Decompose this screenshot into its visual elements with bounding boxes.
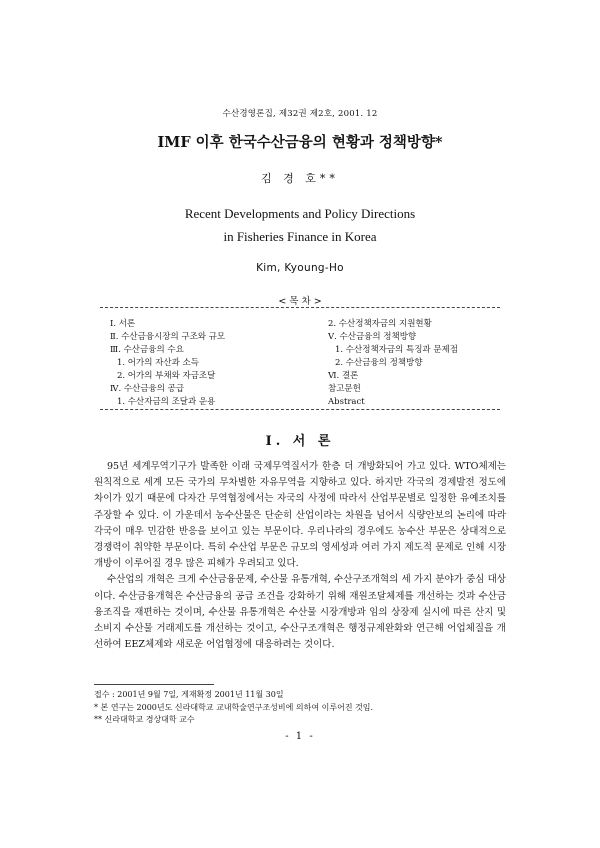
table-of-contents	[100, 307, 500, 410]
footnote-divider	[94, 684, 214, 685]
author-name-english: Kim, Kyoung-Ho	[256, 262, 344, 274]
paper-title-english-line2: in Fisheries Finance in Korea	[223, 229, 377, 244]
footnotes	[94, 689, 506, 727]
paragraph: 수산업의 개혁은 크게 수산금융문제, 수산물 유통개혁, 수산구조개혁의 세 가지 분야가 중심 대상이다. 수산금융개혁은 수산금융의 공급 조건을 강화하기 위해 재원조달체제를 개선하는 것과 수산금융조직을 재편하는 것이며, 수산물 유통개혁은 수산물 시장개방과 임의 상장제 실시에 따른 산지 및 소비지 수산물 거래제도를 개선하는 것이고, 수산구조개혁은 행정규제완화와 연근해 어업체질을 개선하여 EEZ체제와 새로운 어업협정에 대응하려는 것이다.	[94, 574, 506, 651]
toc-item: 1. 수산자금의 조달과 운용	[117, 397, 216, 407]
toc-item: Ⅳ. 수산금융의 공급	[110, 384, 185, 394]
toc-item: 참고문헌	[328, 384, 361, 394]
section-heading: Ⅰ. 서 론	[265, 434, 335, 449]
toc-right-column	[328, 318, 458, 409]
paper-title-korean: IMF 이후 한국수산금융의 현황과 정책방향*	[157, 134, 443, 151]
body-text	[94, 459, 506, 653]
toc-item: Ⅴ. 수산금융의 정책방향	[328, 332, 417, 342]
page-number: - 1 -	[285, 731, 315, 742]
footnote-affiliation: ** 신라대학교 경상대학 교수	[94, 715, 195, 724]
paper-title-english-line1: Recent Developments and Policy Directions	[184, 206, 416, 221]
toc-item: 2. 어가의 부채와 자금조달	[117, 371, 216, 381]
journal-header: 수산경영론집, 제32권 제2호, 2001. 12	[222, 109, 378, 119]
toc-item: Ⅰ. 서론	[110, 319, 136, 329]
toc-item: 2. 수산금융의 정책방향	[335, 358, 423, 368]
footnote-funding: * 본 연구는 2000년도 신라대학교 교내학술연구조성비에 의하여 이루어진 것임.	[94, 702, 374, 712]
toc-item: Ⅱ. 수산금융시장의 구조와 규모	[110, 332, 226, 342]
paper-title-english	[0, 202, 600, 248]
toc-heading-text: < 목 차 >	[274, 296, 325, 307]
toc-heading	[0, 293, 600, 307]
footnote-received: 접수 : 2001년 9월 7일, 게재확정 2001년 11월 30일	[94, 690, 284, 699]
toc-item: 1. 수산정책자금의 특징과 문제점	[335, 345, 458, 355]
toc-item: Abstract	[328, 397, 365, 407]
toc-left-column	[110, 318, 225, 409]
author-name-korean: 김 경 호**	[261, 172, 339, 185]
toc-item: Ⅲ. 수산금융의 수요	[110, 345, 184, 355]
toc-item: Ⅵ. 결론	[328, 371, 359, 381]
toc-item: 2. 수산정책자금의 지원현황	[328, 319, 432, 329]
paragraph: 95년 세계무역기구가 발족한 이래 국제무역질서가 한층 더 개방화되어 가고 있다. WTO체제는 원칙적으로 세계 모든 국가의 무차별한 자유무역을 지향하고 있다. 하지만 각국의 경제발전 정도에 차이가 있기 때문에 다자간 무역협정에서는 자국의 사정에 따라서 산업부문별로 일정한 유예조치를 주장할 수 있다. 이 가운데서 농수산물은 단순히 산업이라는 차원을 넘어서 식량안보의 논리에 따라 각국이 매우 민감한 반응을 보이고 있는 부문이다. 우리나라의 경우에도 농수산 부문은 상대적으로 경쟁력이 취약한 부문이다. 특히 수산업 부문은 규모의 영세성과 여러 가지 제도적 문제로 인해 시장개방이 이루어질 경우 많은 피해가 우려되고 있다.	[94, 461, 506, 570]
toc-item: 1. 어가의 자산과 소득	[117, 358, 199, 368]
